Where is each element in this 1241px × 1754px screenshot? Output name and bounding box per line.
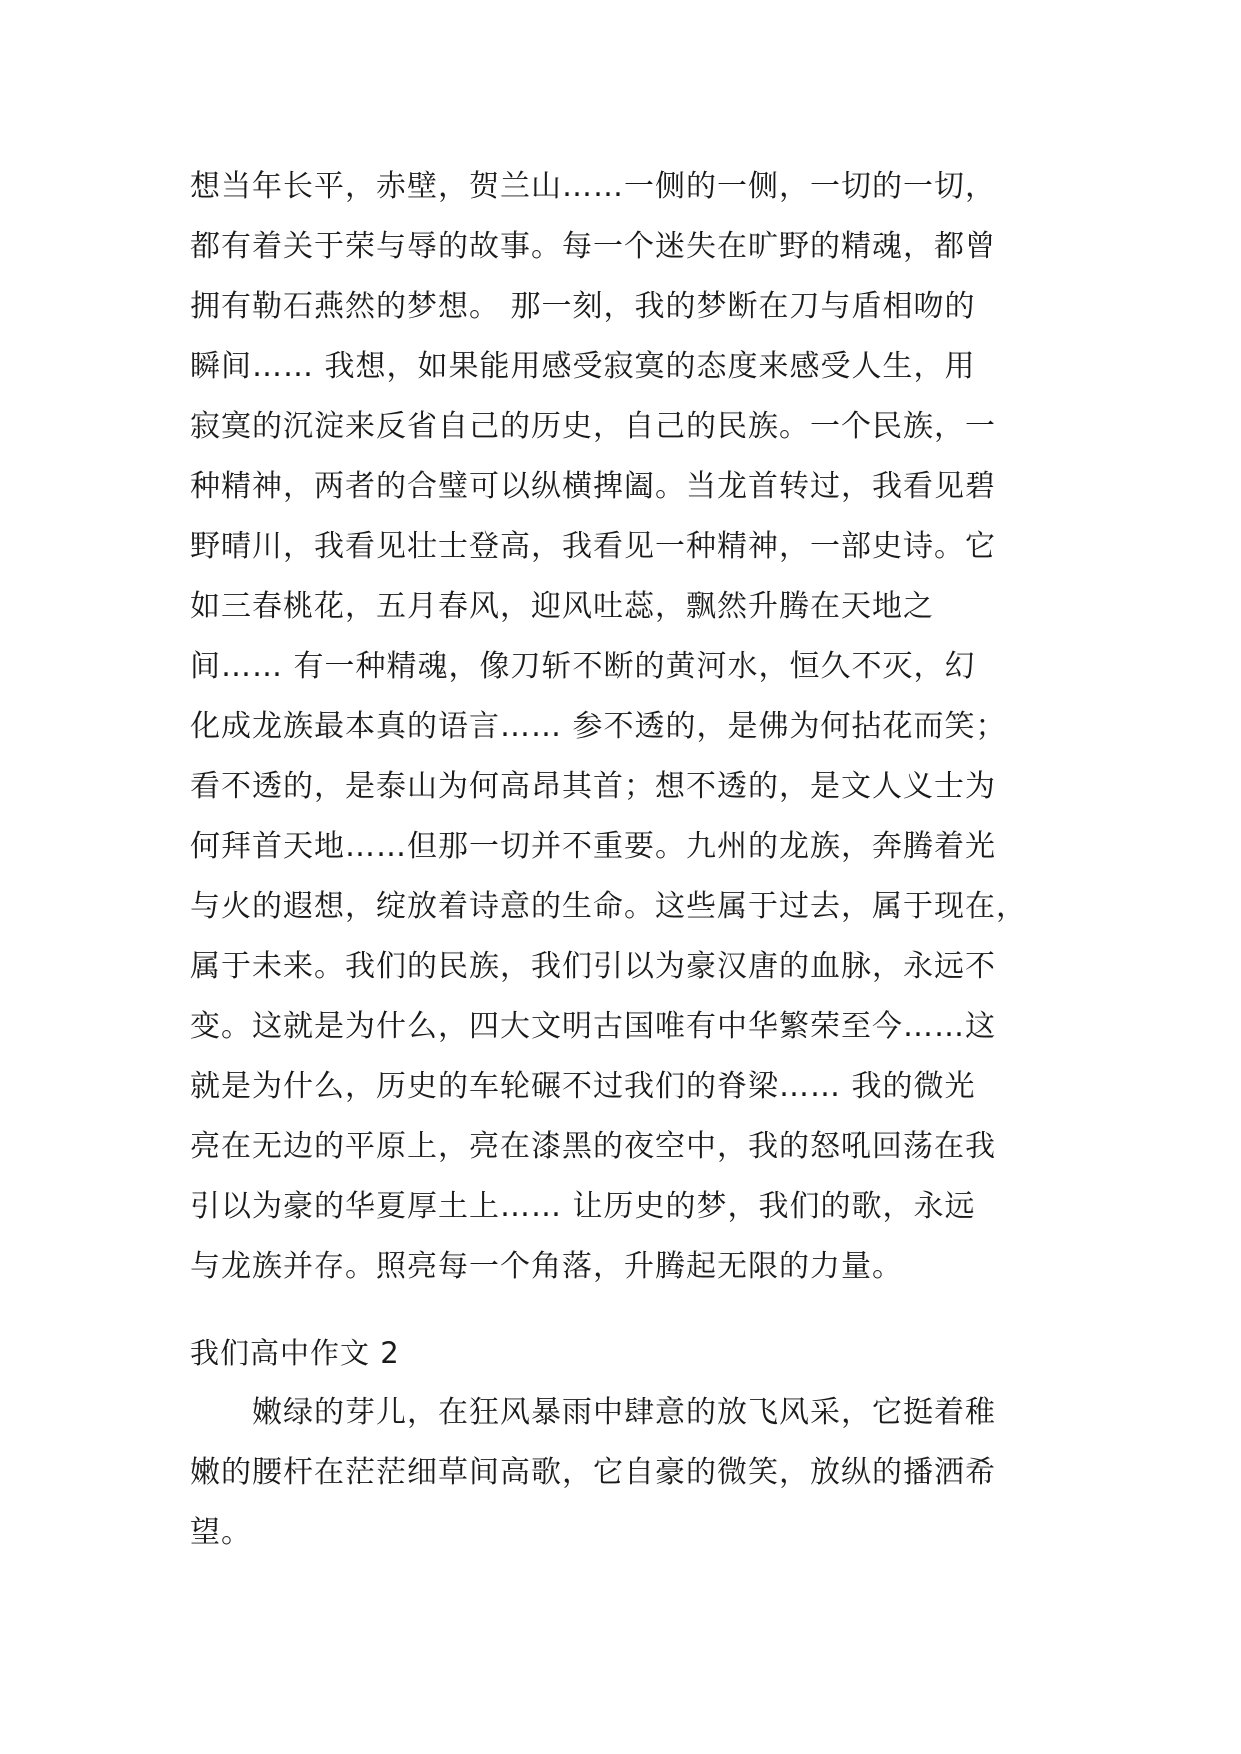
essay-1-line: 瞬间…… 我想，如果能用感受寂寞的态度来感受人生，用 — [190, 349, 976, 384]
essay-1-line: 属于未来。我们的民族，我们引以为豪汉唐的血脉，永远不 — [190, 949, 996, 984]
essay-1-line: 看不透的，是泰山为何高昂其首；想不透的，是文人义士为 — [190, 769, 996, 804]
essay-2-line: 嫩绿的芽儿，在狂风暴雨中肆意的放飞风采，它挺着稚 — [190, 1395, 996, 1430]
essay-1-line: 野晴川，我看见壮士登高，我看见一种精神，一部史诗。它 — [190, 529, 996, 564]
essay-1-line: 想当年长平，赤壁，贺兰山……一侧的一侧，一切的一切， — [190, 169, 996, 204]
essay-1-line: 间…… 有一种精魂，像刀斩不断的黄河水，恒久不灭，幻 — [190, 649, 976, 684]
essay-1-line: 寂寞的沉淀来反省自己的历史，自己的民族。一个民族，一 — [190, 409, 996, 444]
essay-2-heading — [190, 1323, 1060, 1383]
essay-1-line: 化成龙族最本真的语言…… 参不透的，是佛为何拈花而笑； — [190, 709, 1007, 744]
essay-1-line: 与火的遐想，绽放着诗意的生命。这些属于过去，属于现在， — [190, 889, 1027, 924]
essay-1-line: 拥有勒石燕然的梦想。 那一刻，我的梦断在刀与盾相吻的 — [190, 289, 976, 324]
essay-2-title: 我们高中作文 2 — [190, 1336, 400, 1370]
essay-1-line: 如三春桃花，五月春风，迎风吐蕊，飘然升腾在天地之 — [190, 589, 934, 624]
essay-1-line: 引以为豪的华夏厚土上…… 让历史的梦，我们的歌，永远 — [190, 1189, 976, 1224]
essay-1-line: 与龙族并存。照亮每一个角落，升腾起无限的力量。 — [190, 1249, 903, 1284]
essay-1-line: 就是为什么，历史的车轮碾不过我们的脊梁…… 我的微光 — [190, 1069, 976, 1104]
essay-1-line: 何拜首天地……但那一切并不重要。九州的龙族，奔腾着光 — [190, 829, 996, 864]
essay-1-line: 都有着关于荣与辱的故事。每一个迷失在旷野的精魂，都曾 — [190, 229, 996, 264]
essay-2-body — [190, 1383, 1060, 1563]
essay-2-line: 嫩的腰杆在茫茫细草间高歌，它自豪的微笑，放纵的播洒希 — [190, 1455, 996, 1490]
essay-2-line: 望。 — [190, 1515, 252, 1550]
essay-1-line: 亮在无边的平原上，亮在漆黑的夜空中，我的怒吼回荡在我 — [190, 1129, 996, 1164]
essay-1-body — [190, 157, 1060, 1297]
essay-1-line: 种精神，两者的合璧可以纵横捭阖。当龙首转过，我看见碧 — [190, 469, 996, 504]
essay-1-line: 变。这就是为什么，四大文明古国唯有中华繁荣至今……这 — [190, 1009, 996, 1044]
